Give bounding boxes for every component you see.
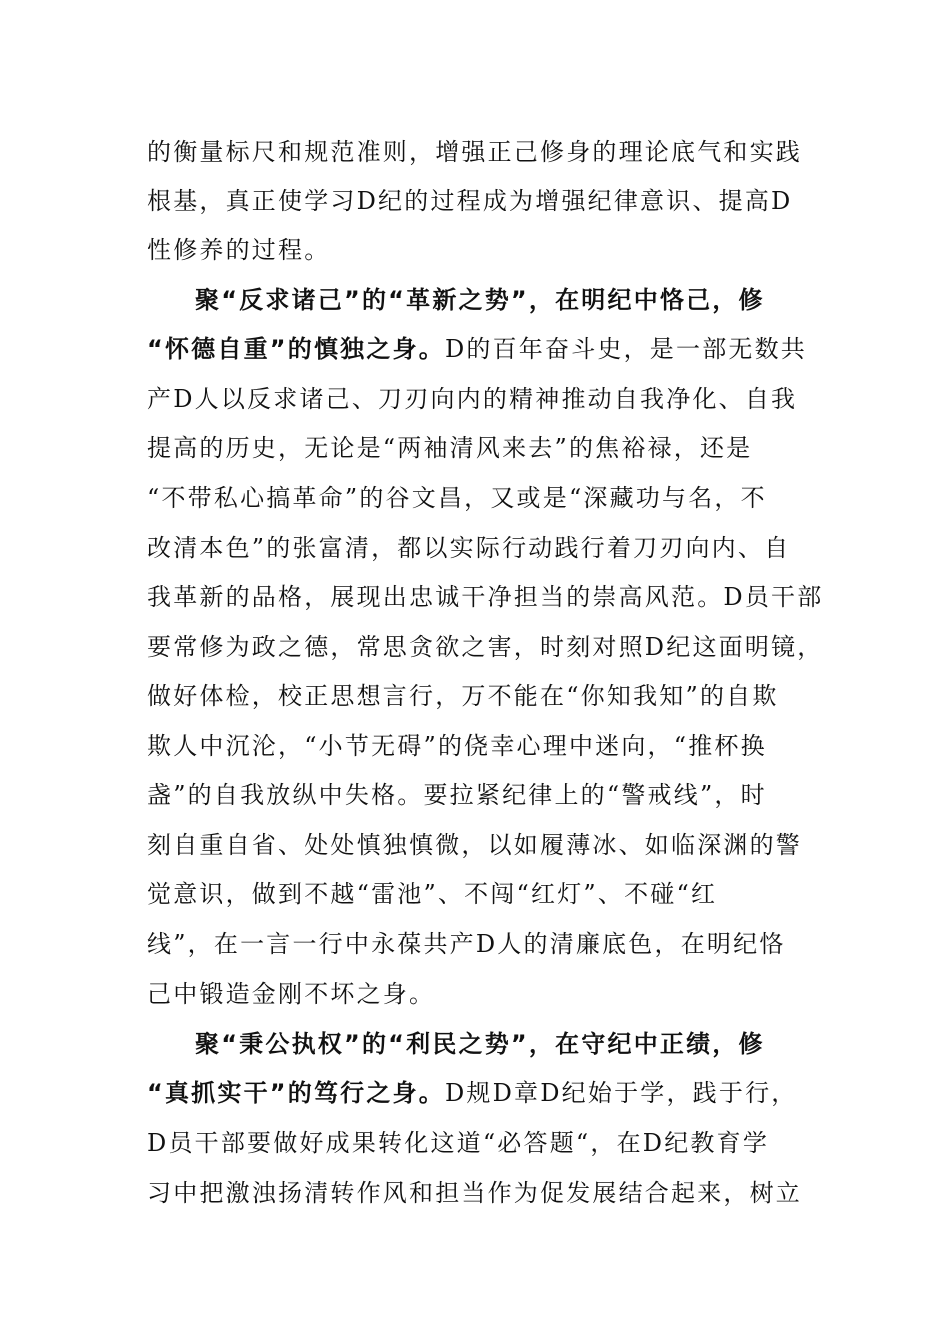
paragraph-2-line-11: 盏”的自我放纵中失格。要拉紧纪律上的“警戒线”，时: [147, 781, 767, 809]
paragraph-2-line-9: 做好体检，校正思想言行，万不能在“你知我知”的自欺: [147, 682, 779, 710]
paragraph-2-line-6: 改清本色”的张富清，都以实际行动践行着刀刃向内、自: [147, 534, 791, 562]
paragraph-2-line-4: 提高的历史，无论是“两袖清风来去”的焦裕禄，还是: [147, 434, 753, 462]
paragraph-2-line-5: “不带私心搞革命”的谷文昌，又或是“深藏功与名，不: [147, 484, 767, 512]
paragraph-2-line-7: 我革新的品格，展现出忠诚干净担当的崇高风范。D员干部: [147, 583, 824, 611]
paragraph-3-line-2: [147, 1078, 807, 1108]
paragraph-2-line-13: 觉意识，做到不越“雷池”、不闯“红灯”、不碰“红: [147, 880, 718, 908]
paragraph-2-line-10: 欺人中沉沦，“小节无碍”的侥幸心理中迷向，“推杯换: [147, 732, 767, 760]
paragraph-2-line-15: 己中锻造金刚不坏之身。: [147, 980, 436, 1008]
paragraph-2-line-2-text: D的百年奋斗史，是一部无数共: [444, 335, 807, 363]
paragraph-3-heading-line-2: “真抓实干”的笃行之身。: [147, 1079, 445, 1107]
paragraph-3-line-2-text: D规D章D纪始于学，践于行，: [444, 1079, 798, 1107]
paragraph-1-line-1: 的衡量标尺和规范准则，增强正己修身的理论底气和实践: [147, 138, 802, 166]
paragraph-2-line-8: 要常修为政之德，常思贪欲之害，时刻对照D纪这面明镜，: [147, 633, 824, 661]
paragraph-3-line-4: 习中把激浊扬清转作风和担当作为促发展结合起来，树立: [147, 1179, 802, 1207]
paragraph-2-heading-line-1: 聚“反求诸己”的“革新之势”，在明纪中恪己，修: [195, 286, 765, 314]
paragraph-2-heading-line-2: “怀德自重”的慎独之身。: [147, 335, 445, 363]
paragraph-3-line-3: D员干部要做好成果转化这道“必答题“，在D纪教育学: [147, 1129, 770, 1157]
paragraph-2-line-14: 线”，在一言一行中永葆共产D人的清廉底色，在明纪恪: [147, 930, 786, 958]
paragraph-2-line-3: 产D人以反求诸己、刀刃向内的精神推动自我净化、自我: [147, 385, 798, 413]
paragraph-3-heading-line-1: 聚“秉公执权”的“利民之势”，在守纪中正绩，修: [195, 1030, 765, 1058]
paragraph-1-line-3: 性修养的过程。: [147, 236, 331, 264]
paragraph-2-line-2: [147, 334, 807, 364]
paragraph-1-line-2: 根基，真正使学习D纪的过程成为增强纪律意识、提高D: [147, 187, 793, 215]
paragraph-2-line-12: 刻自重自省、处处慎独慎微，以如履薄冰、如临深渊的警: [147, 831, 802, 859]
